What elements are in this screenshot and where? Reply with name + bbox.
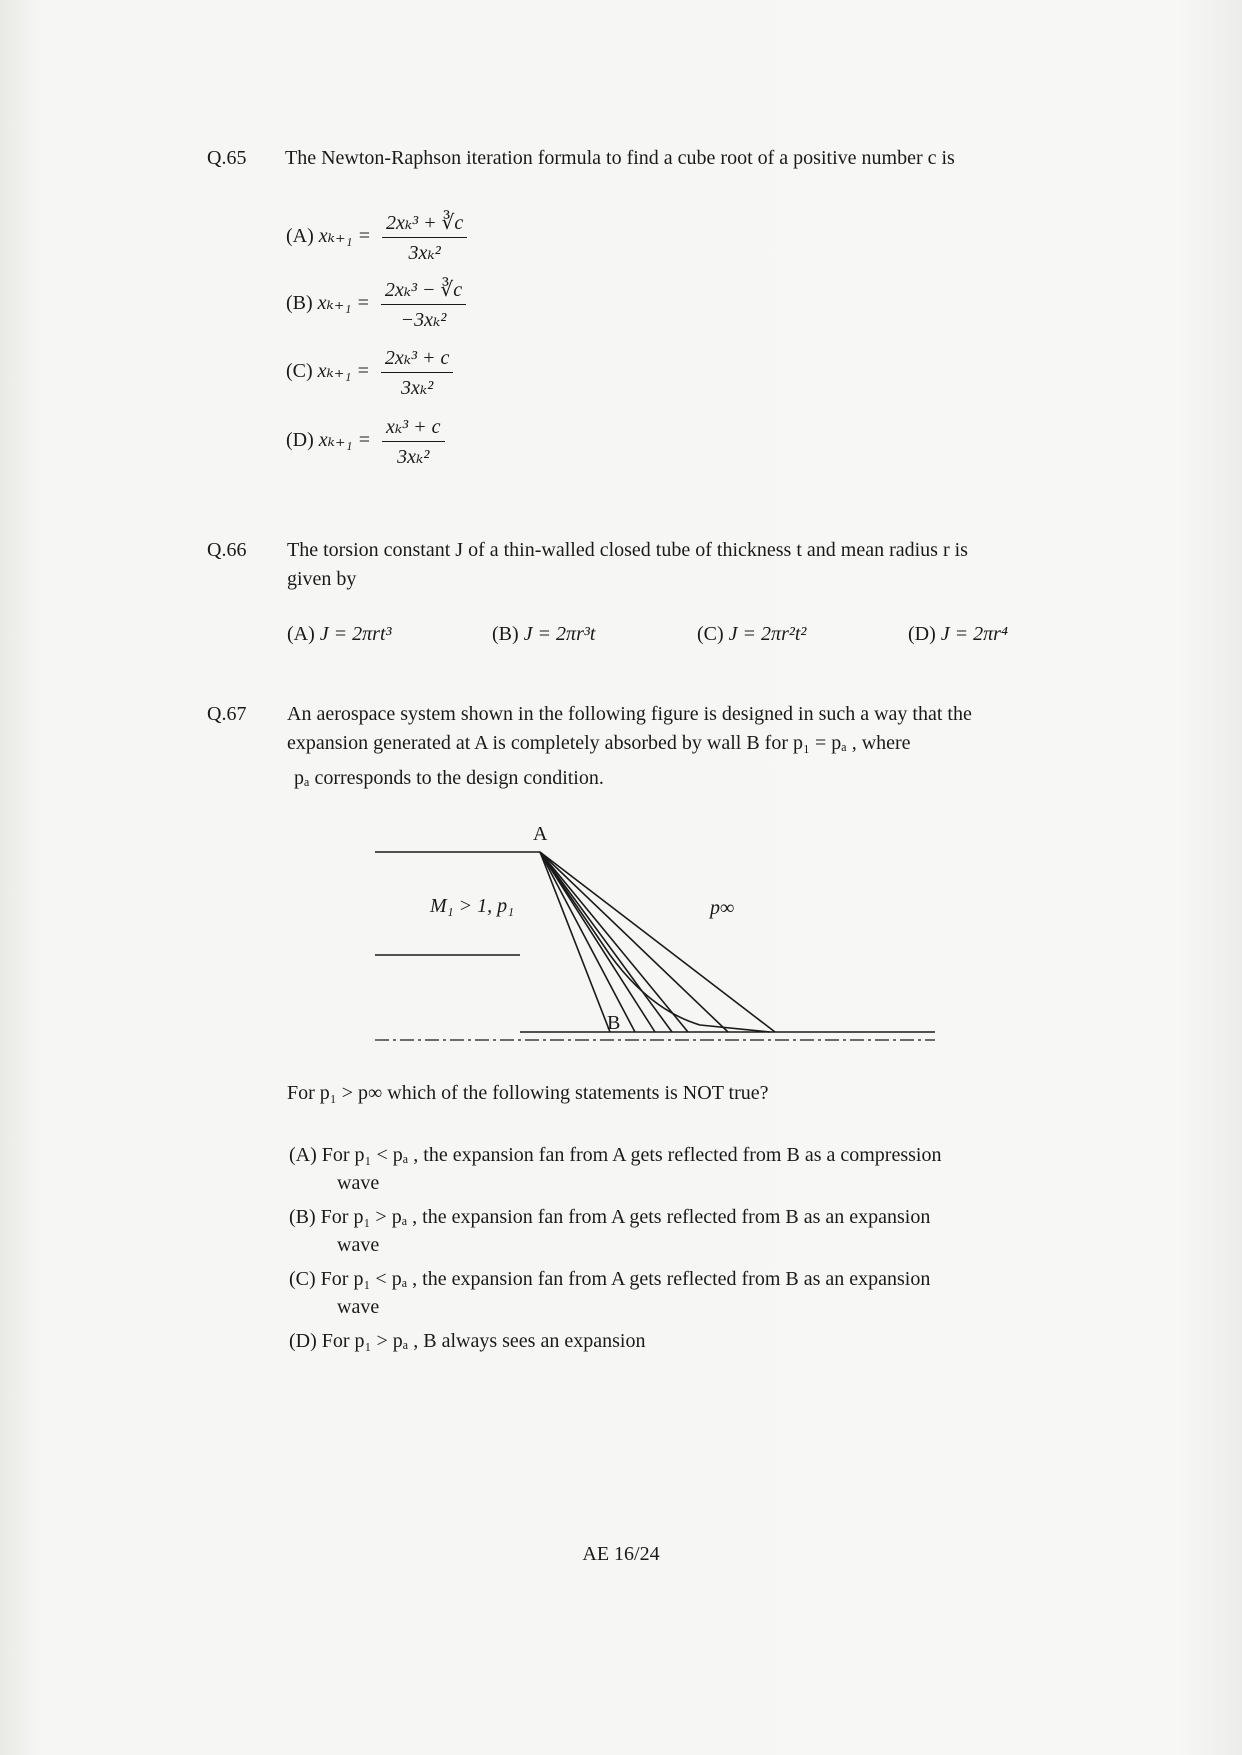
option-expr: J = 2πrt³ xyxy=(319,623,392,645)
question-text-line-2: given by xyxy=(287,568,357,590)
q66-option-c[interactable] xyxy=(697,623,806,646)
option-label: (B) xyxy=(492,623,519,645)
option-line-2: wave xyxy=(337,1172,380,1194)
question-text-line-3: pₐ corresponds to the design condition. xyxy=(294,767,604,789)
option-line-2: wave xyxy=(337,1296,380,1318)
fraction-denominator: −3xₖ² xyxy=(400,309,447,331)
figure-label-b: B xyxy=(607,1012,621,1034)
fan-lines xyxy=(540,852,775,1032)
option-line-1: For p₁ < pₐ , the expansion fan from A gets reflected from B as an expansion xyxy=(320,1268,931,1290)
option-label: (C) xyxy=(289,1268,316,1290)
fraction-denominator: 3xₖ² xyxy=(408,242,441,264)
q66-option-d[interactable] xyxy=(908,623,1008,646)
fraction-denominator: 3xₖ² xyxy=(397,446,430,468)
fraction-numerator: 2xₖ³ + c xyxy=(381,345,454,373)
option-label: (A) xyxy=(287,623,315,645)
ramp-wall xyxy=(540,852,770,1032)
question-text: The Newton-Raphson iteration formula to find a cube root of a positive number c is xyxy=(285,147,955,169)
q67-option-c[interactable] xyxy=(289,1265,930,1321)
option-label: (A) xyxy=(286,225,314,248)
q67-option-d[interactable] xyxy=(289,1327,645,1355)
q65-option-b[interactable] xyxy=(286,277,466,332)
option-expr: J = 2πr²t² xyxy=(728,623,807,645)
question-67-stem: For p₁ > p∞ which of the following statements is NOT true? xyxy=(287,1082,769,1104)
option-lhs: xₖ₊₁ = xyxy=(318,429,371,452)
option-expr: J = 2πr⁴ xyxy=(940,623,1008,645)
option-lhs: xₖ₊₁ = xyxy=(317,292,370,315)
option-line-1: For p₁ > pₐ , B always sees an expansion xyxy=(321,1330,646,1352)
option-label: (D) xyxy=(908,623,936,645)
q66-option-a[interactable] xyxy=(287,623,392,646)
question-text-line-1: An aerospace system shown in the following figure is designed in such a way that the xyxy=(287,703,972,725)
option-line-2: wave xyxy=(337,1234,380,1256)
question-text-line-2: expansion generated at A is completely absorbed by wall B for p₁ = pₐ , where xyxy=(287,732,911,754)
fraction-numerator: 2xₖ³ − ∛c xyxy=(381,277,466,305)
question-number: Q.66 xyxy=(207,539,247,561)
question-text-line-1: The torsion constant J of a thin-walled closed tube of thickness t and mean radius r is xyxy=(287,539,968,561)
option-label: (C) xyxy=(697,623,724,645)
option-line-1: For p₁ < pₐ , the expansion fan from A gets reflected from B as a compression xyxy=(321,1144,942,1166)
option-fraction xyxy=(382,414,445,469)
option-line-1: For p₁ > pₐ , the expansion fan from A gets reflected from B as an expansion xyxy=(320,1206,931,1228)
option-lhs: xₖ₊₁ = xyxy=(318,225,371,248)
option-label: (A) xyxy=(289,1144,317,1166)
fraction-numerator: xₖ³ + c xyxy=(382,414,445,442)
q65-option-d[interactable] xyxy=(286,414,445,469)
option-label: (D) xyxy=(289,1330,317,1352)
option-label: (C) xyxy=(286,360,313,383)
option-expr: J = 2πr³t xyxy=(523,623,596,645)
q66-option-b[interactable] xyxy=(492,623,595,646)
q67-option-b[interactable] xyxy=(289,1203,930,1259)
fraction-denominator: 3xₖ² xyxy=(401,377,434,399)
option-label: (B) xyxy=(289,1206,316,1228)
q67-option-a[interactable] xyxy=(289,1141,941,1197)
question-number: Q.65 xyxy=(207,147,247,169)
option-label: (D) xyxy=(286,429,314,452)
question-number: Q.67 xyxy=(207,703,247,725)
figure-label-mach: M₁ > 1, p₁ xyxy=(430,895,515,917)
fraction-numerator: 2xₖ³ + ∛c xyxy=(382,210,467,238)
option-label: (B) xyxy=(286,292,313,315)
q65-option-a[interactable] xyxy=(286,210,467,265)
option-fraction xyxy=(382,210,467,265)
option-lhs: xₖ₊₁ = xyxy=(317,360,370,383)
option-fraction xyxy=(381,345,454,400)
figure-label-a: A xyxy=(533,823,548,845)
q65-option-c[interactable] xyxy=(286,345,453,400)
figure-label-pinf: p∞ xyxy=(710,897,735,919)
option-fraction xyxy=(381,277,466,332)
page-footer: AE 16/24 xyxy=(582,1543,660,1565)
